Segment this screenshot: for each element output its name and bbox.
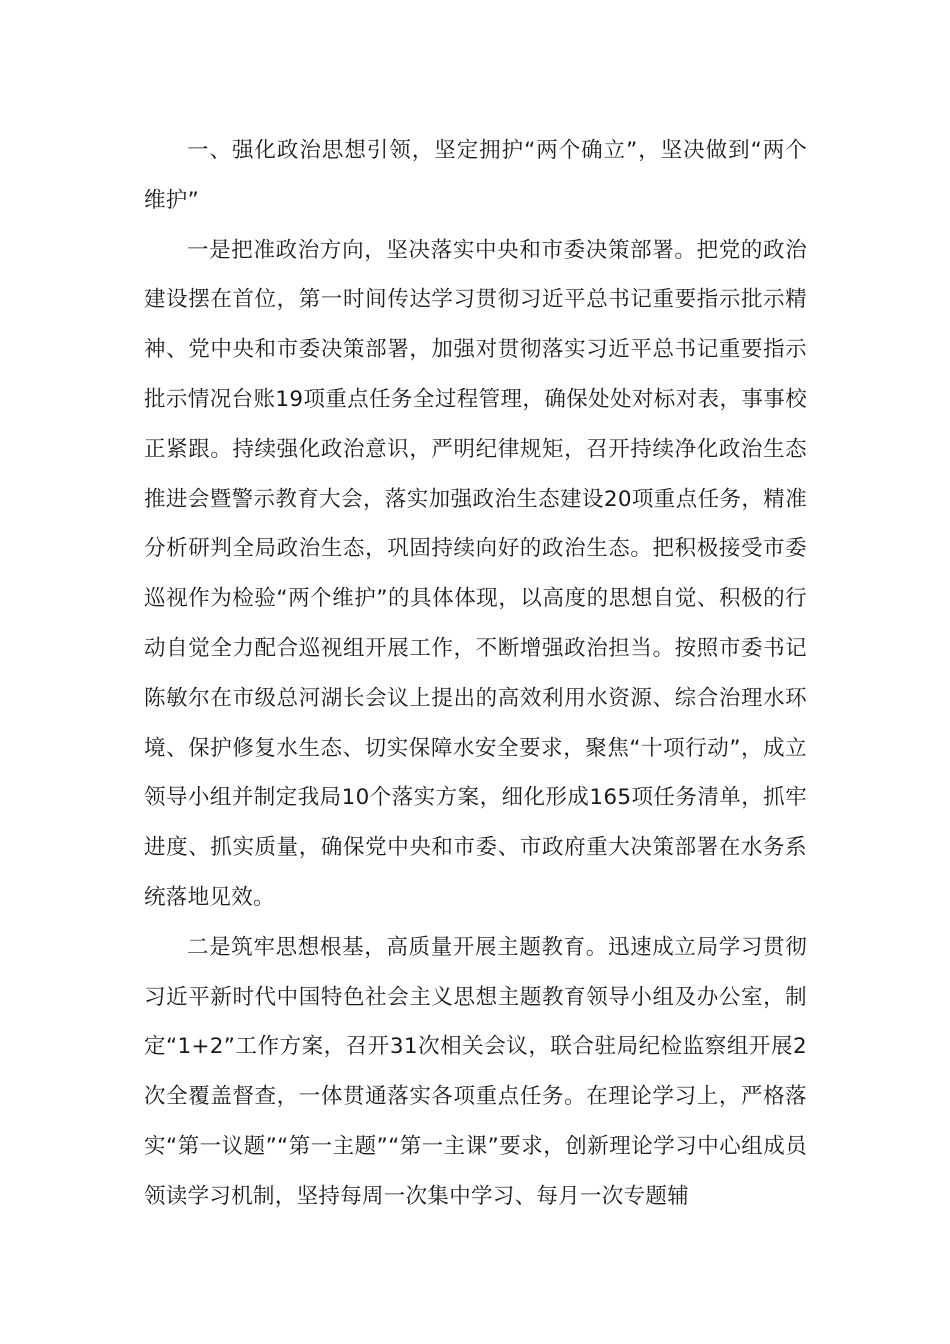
document-page [144, 126, 807, 1222]
body-paragraph-2: 二是筑牢思想根基，高质量开展主题教育。迅速成立局学习贯彻习近平新时代中国特色社会主义思想主题教育领导小组及办公室，制定“1+2”工作方案，召开31次相关会议，联合驻局纪检监察组开展2次全覆盖督查，一体贯通落实各项重点任务。在理论学习上，严格落实“第一议题”“第一主题”“第一主课”要求，创新理论学习中心组成员领读学习机制，坚持每周一次集中学习、每月一次专题辅 [144, 934, 807, 1209]
section-heading: 一、强化政治思想引领，坚定拥护“两个确立”，坚决做到“两个维护” [144, 138, 807, 213]
body-paragraph-1: 一是把准政治方向，坚决落实中央和市委决策部署。把党的政治建设摆在首位，第一时间传达学习贯彻习近平总书记重要指示批示精神、党中央和市委决策部署，加强对贯彻落实习近平总书记重要指示批示情况台账19项重点任务全过程管理，确保处处对标对表，事事校正紧跟。持续强化政治意识，严明纪律规矩，召开持续净化政治生态推进会暨警示教育大会，落实加强政治生态建设20项重点任务，精准分析研判全局政治生态，巩固持续向好的政治生态。把积极接受市委巡视作为检验“两个维护”的具体体现，以高度的思想自觉、积极的行动自觉全力配合巡视组开展工作，不断增强政治担当。按照市委书记陈敏尔在市级总河湖长会议上提出的高效利用水资源、综合治理水环境、保护修复水生态、切实保障水安全要求，聚焦“十项行动”，成立领导小组并制定我局10个落实方案，细化形成165项任务清单，抓牢进度、抓实质量，确保党中央和市委、市政府重大决策部署在水务系统落地见效。 [144, 237, 807, 910]
